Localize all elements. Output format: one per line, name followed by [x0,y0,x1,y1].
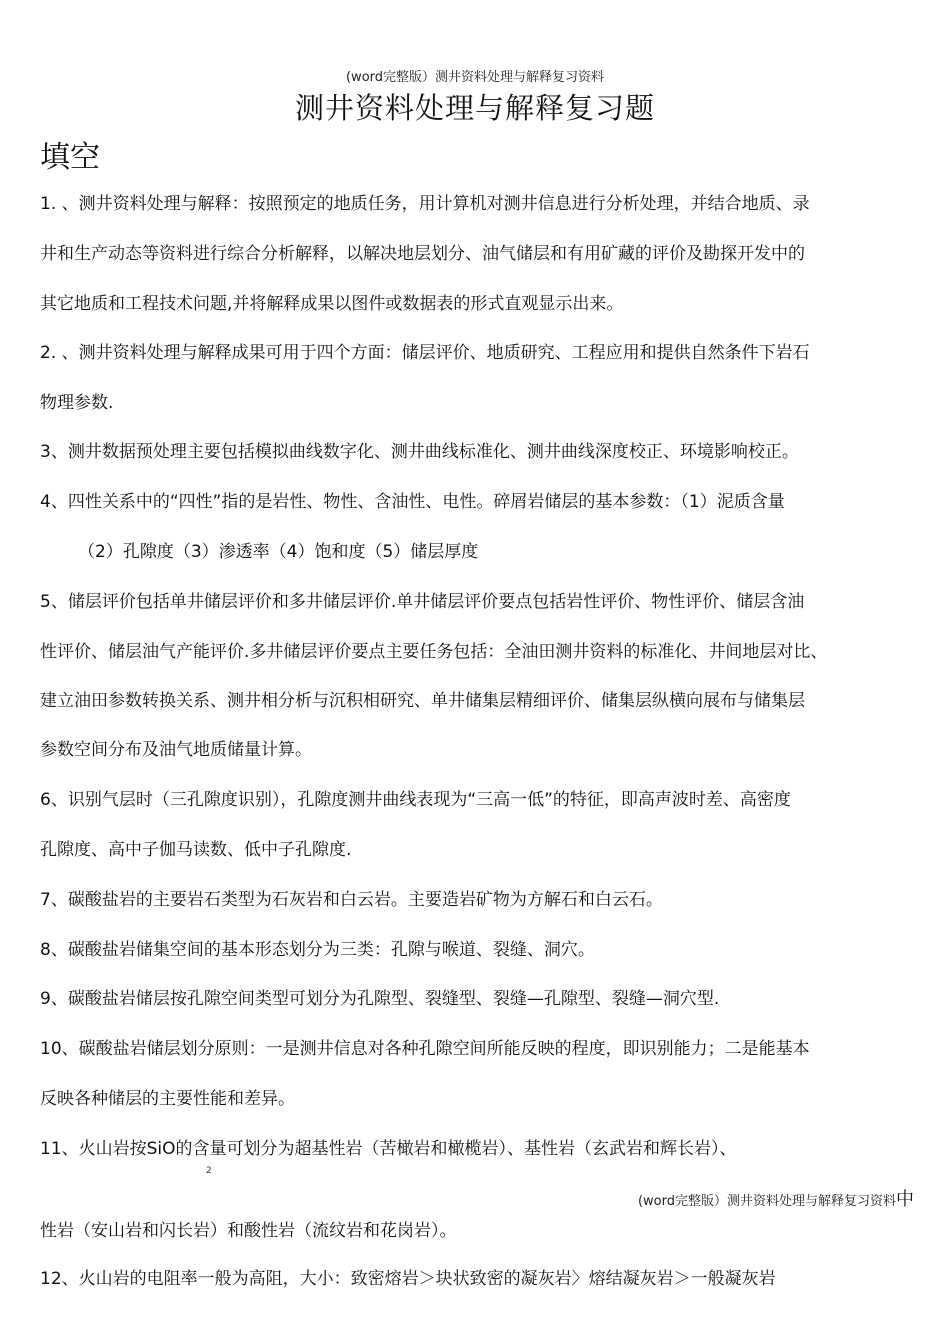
paragraph-line: 8、碳酸盐岩储集空间的基本形态划分为三类：孔隙与喉道、裂缝、洞穴。 [40,940,595,960]
running-header: (word完整版）测井资料处理与解释复习资料 [345,70,605,85]
paragraph-line: 1. 、测井资料处理与解释：按照预定的地质任务，用计算机对测井信息进行分析处理，并结合地质、录 [40,194,810,214]
paragraph-line: 性岩（安山岩和闪长岩）和酸性岩（流纹岩和花岗岩）。 [40,1221,457,1241]
running-header-repeat [638,1185,914,1211]
paragraph-line: 9、碳酸盐岩储层按孔隙空间类型可划分为孔隙型、裂缝型、裂缝—孔隙型、裂缝—洞穴型. [40,989,720,1009]
paragraph-line: 3、测井数据预处理主要包括模拟曲线数字化、测井曲线标准化、测井曲线深度校正、环境影响校正。 [40,442,799,462]
paragraph-line: 孔隙度、高中子伽马读数、低中子孔隙度. [40,840,352,860]
paragraph-line: 反映各种储层的主要性能和差异。 [40,1089,295,1109]
paragraph-line: 参数空间分布及油气地质储量计算。 [40,740,312,760]
paragraph-line: 建立油田参数转换关系、测井相分析与沉积相研究、单井储集层精细评价、储集层纵横向展布与储集层 [40,691,805,711]
paragraph-line: 其它地质和工程技术问题,并将解释成果以图件或数据表的形式直观显示出来。 [40,294,624,314]
paragraph-line: 10、碳酸盐岩储层划分原则：一是测井信息对各种孔隙空间所能反映的程度，即识别能力；二是能基本 [40,1039,810,1059]
paragraph-line: 4、四性关系中的“四性”指的是岩性、物性、含油性、电性。碎屑岩储层的基本参数：（1）泥质含量 [40,492,785,512]
paragraph-line: 12、火山岩的电阻率一般为高阻，大小：致密熔岩＞块状致密的凝灰岩〉熔结凝灰岩＞一般凝灰岩 [40,1269,776,1289]
paragraph-line: 11、火山岩按SiO的含量可划分为超基性岩（苦橄岩和橄榄岩）、基性岩（玄武岩和辉长岩）、 [40,1139,737,1159]
subscript-2: 2 [206,1166,212,1176]
running-header-repeat-text: (word完整版）测井资料处理与解释复习资料 [637,1194,896,1209]
paragraph-line: 7、碳酸盐岩的主要岩石类型为石灰岩和白云岩。主要造岩矿物为方解石和白云石。 [40,890,663,910]
document-title: 测井资料处理与解释复习题 [294,91,655,125]
paragraph-line: 6、识别气层时（三孔隙度识别），孔隙度测井曲线表现为“三高一低”的特征，即高声波时差、高密度 [40,790,791,810]
paragraph-line: 2. 、测井资料处理与解释成果可用于四个方面：储层评价、地质研究、工程应用和提供自然条件下岩石 [40,343,810,363]
paragraph-line: 性评价、储层油气产能评价.多井储层评价要点主要任务包括：全油田测井资料的标准化、井间地层对比、 [40,642,828,662]
paragraph-line: （2）孔隙度（3）渗透率（4）饱和度（5）储层厚度 [78,542,479,562]
paragraph-line: 5、储层评价包括单井储层评价和多井储层评价.单井储层评价要点包括岩性评价、物性评价、储层含油 [40,592,805,612]
section-heading: 填空 [40,140,100,175]
paragraph-line: 井和生产动态等资料进行综合分析解释，以解决地层划分、油气储层和有用矿藏的评价及勘探开发中的 [40,244,805,264]
continuation-char: 中 [896,1189,914,1210]
paragraph-line: 物理参数. [40,393,114,413]
